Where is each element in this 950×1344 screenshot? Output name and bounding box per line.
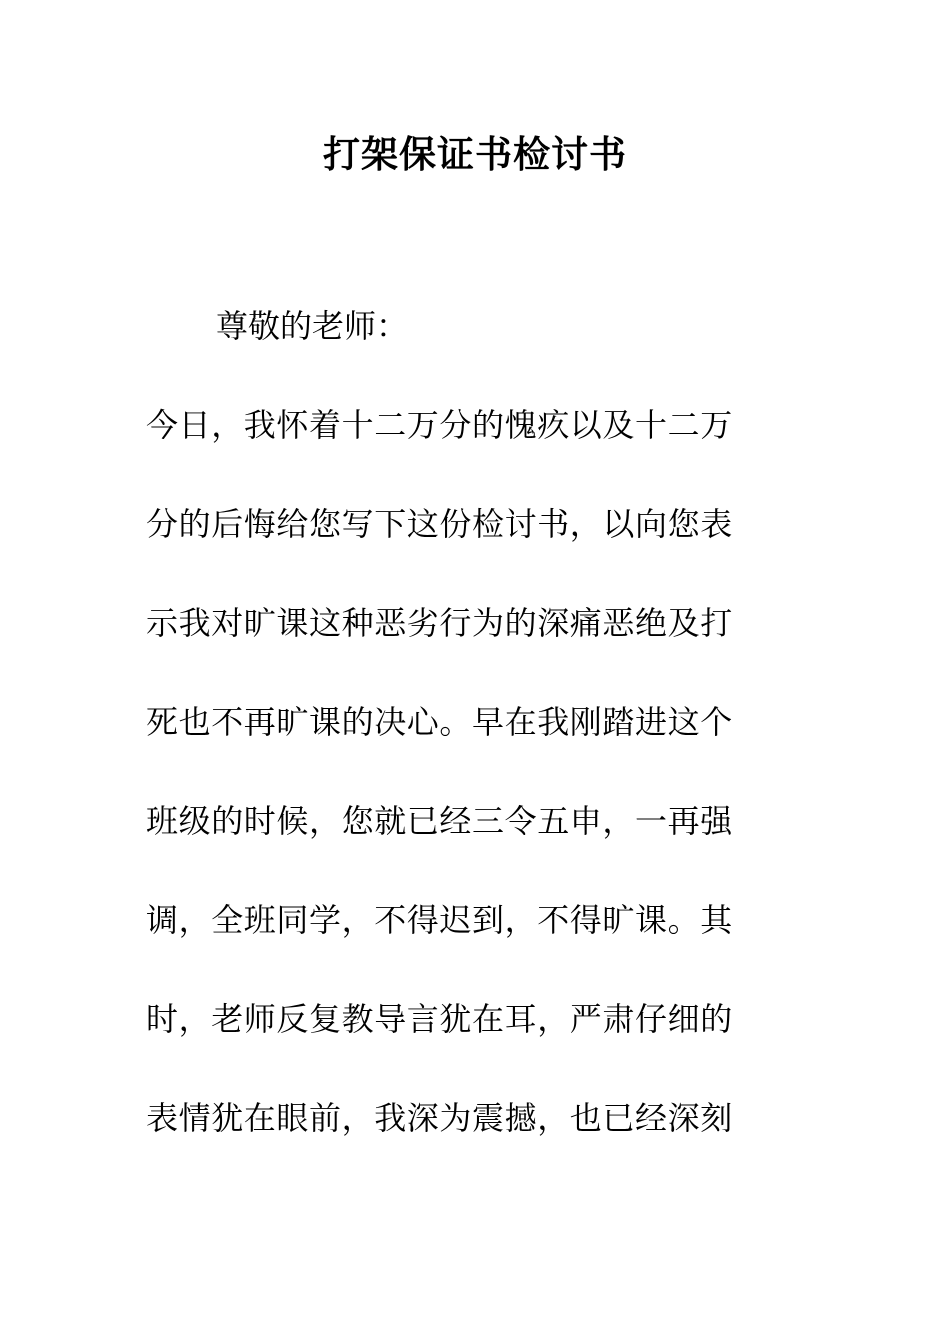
body-line: 表情犹在眼前，我深为震撼，也已经深刻 [146, 1099, 733, 1137]
body-line: 调，全班同学，不得迟到，不得旷课。其 [146, 901, 733, 939]
body-text [146, 403, 786, 1195]
body-line: 死也不再旷课的决心。早在我刚踏进这个 [146, 703, 733, 741]
body-line: 班级的时候，您就已经三令五申，一再强 [146, 802, 733, 840]
body-line: 时，老师反复教导言犹在耳，严肃仔细的 [146, 1000, 733, 1038]
document-title: 打架保证书检讨书 [323, 132, 627, 176]
body-line: 今日，我怀着十二万分的愧疚以及十二万 [146, 406, 733, 444]
body-line: 示我对旷课这种恶劣行为的深痛恶绝及打 [146, 604, 733, 642]
body-line: 分的后悔给您写下这份检讨书，以向您表 [146, 505, 733, 543]
salutation: 尊敬的老师： [216, 307, 409, 345]
